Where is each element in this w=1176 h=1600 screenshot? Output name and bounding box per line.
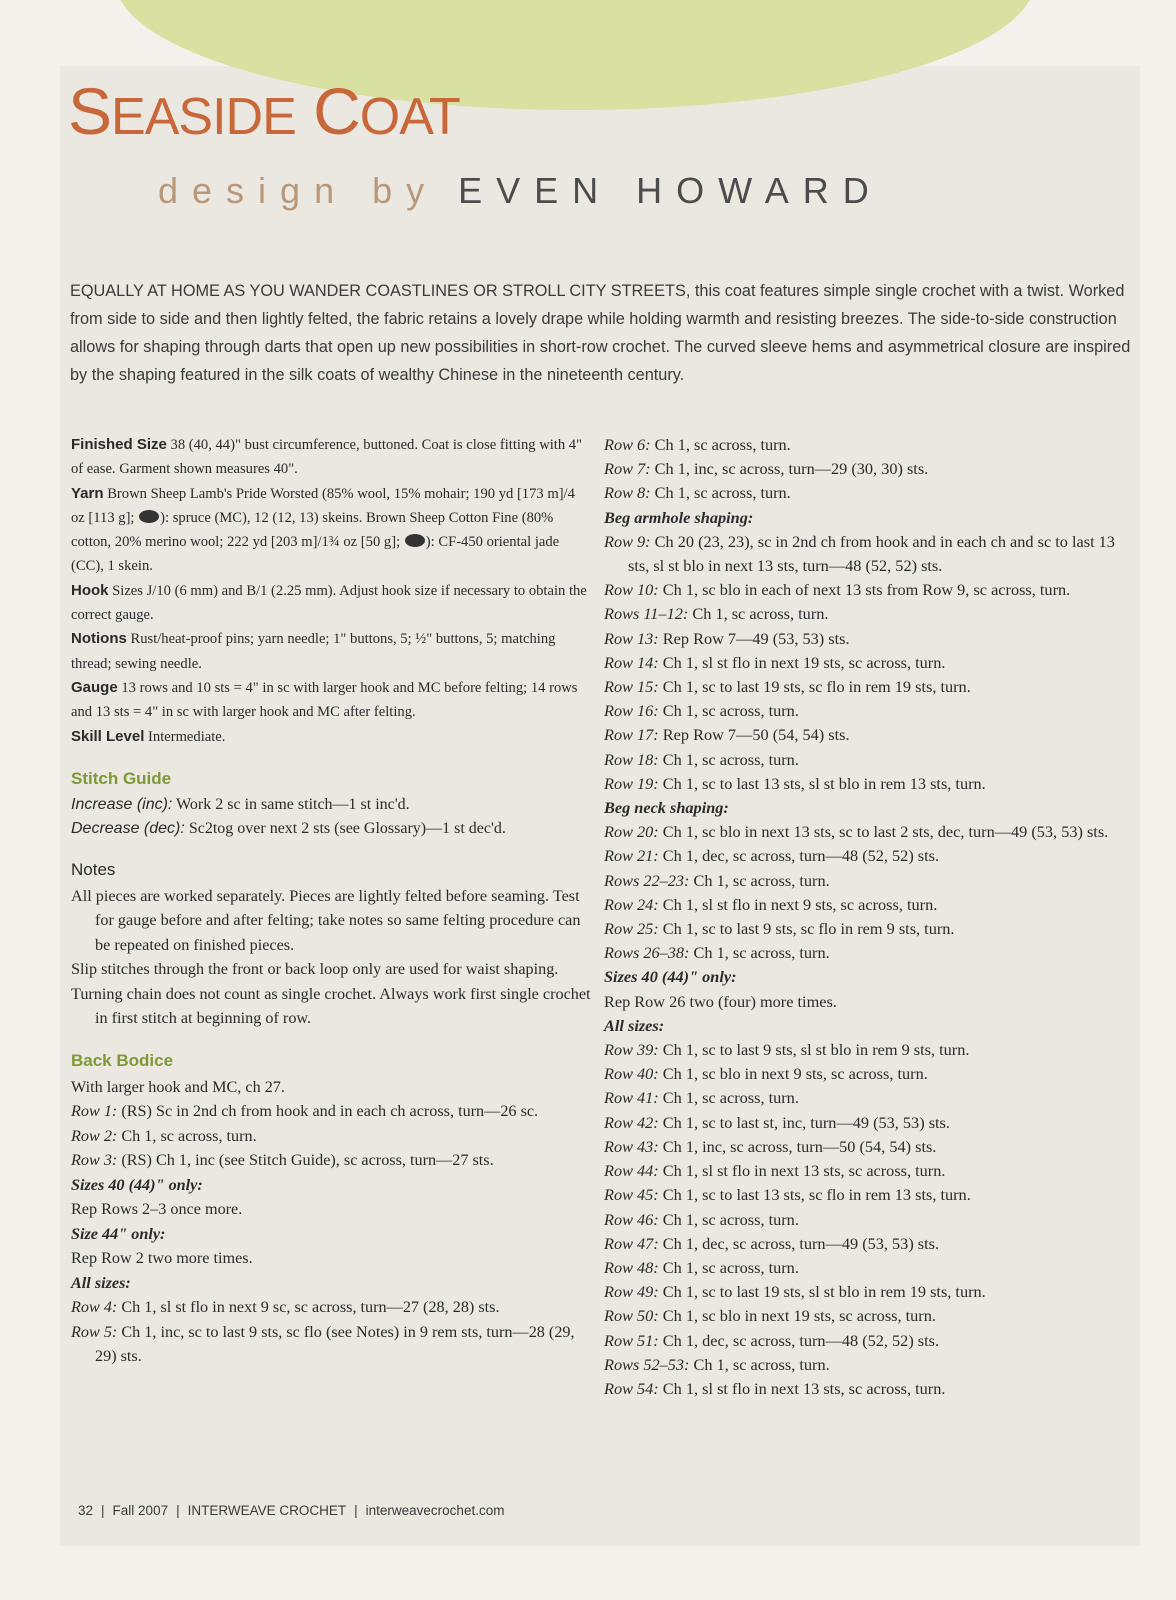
instruction-text: Ch 1, sc across, turn. <box>658 1257 799 1277</box>
instruction-text: Ch 1, sc to last 13 sts, sl st blo in rem 13 sts, turn. <box>658 773 986 793</box>
instruction-label: Row 44: <box>604 1161 659 1181</box>
instruction-text: Ch 1, inc, sc across, turn—29 (30, 30) sts. <box>650 459 929 479</box>
instruction-text: Ch 1, sc across, turn. <box>658 1209 799 1229</box>
instruction-line <box>604 1232 1138 1256</box>
instruction-text: Ch 1, sc across, turn. <box>689 1354 830 1374</box>
instruction-label: Row 1: <box>71 1102 118 1121</box>
instruction-text: Ch 1, sc blo in next 9 sts, sc across, turn. <box>658 1064 928 1084</box>
instruction-text: Ch 1, sc across, turn. <box>658 1088 799 1108</box>
instruction-line <box>604 457 1138 481</box>
instruction-text: Ch 1, inc, sc across, turn—50 (54, 54) sts. <box>658 1136 937 1156</box>
back-bodice-heading: Back Bodice <box>71 1050 174 1070</box>
instruction-label: Row 47: <box>604 1233 659 1253</box>
instruction-label: Row 51: <box>604 1330 659 1350</box>
instruction-text: Ch 1, sc to last 13 sts, sc flo in rem 13 sts, turn. <box>658 1185 971 1205</box>
instruction-text: Ch 1, dec, sc across, turn—48 (52, 52) sts. <box>658 846 940 866</box>
instruction-line <box>604 1353 1138 1377</box>
instruction-label: Row 48: <box>604 1257 659 1277</box>
byline-prefix: design by <box>158 170 439 211</box>
instruction-text: Ch 1, sl st flo in next 13 sts, sc across, turn. <box>658 1378 946 1398</box>
instruction-text: Ch 1, sl st flo in next 9 sc, sc across, turn—27 (28, 28) sts. <box>117 1298 500 1317</box>
instruction-line <box>604 990 1138 1014</box>
note-item: All pieces are worked separately. Pieces are lightly felted before seaming. Test for gauge before and after felting; take notes so same felting procedure can be repeated on finished pieces. <box>71 886 581 954</box>
byline <box>158 170 883 212</box>
spec-skill-level: Skill Level Intermediate. <box>71 727 226 745</box>
notes-heading: Notes <box>71 859 116 879</box>
instruction-label: Row 24: <box>604 894 659 914</box>
page-title: SEASIDE COAT <box>68 74 460 148</box>
instruction-line <box>604 844 1138 868</box>
instruction-label: Sizes 40 (44)" only: <box>71 1175 203 1194</box>
instruction-label: Row 2: <box>71 1126 118 1145</box>
instruction-label: Row 41: <box>604 1088 659 1108</box>
page-number: 32 <box>78 1503 94 1518</box>
instruction-line <box>604 917 1138 941</box>
instruction-label: Row 39: <box>604 1040 659 1060</box>
note-item: Turning chain does not count as single crochet. Always work first single crochet in first stitch at beginning of row. <box>71 984 591 1028</box>
instruction-label: Row 46: <box>604 1209 659 1229</box>
intro-paragraph: EQUALLY AT HOME AS YOU WANDER COASTLINES OR STROLL CITY STREETS, this coat features simple single crochet with a twist. Worked from side to side and then lightly felted, the fabric retains a lovely drape while holding warmth and resisting breezes. The side-to-side construction allows for shaping through darts that open up new possibilities in short-row crochet. The curved sleeve hems and asymmetrical closure are inspired by the shaping featured in the silk coats of wealthy Chinese in the nineteenth century. <box>70 282 1131 384</box>
instruction-text: Ch 1, sl st flo in next 13 sts, sc across, turn. <box>658 1161 946 1181</box>
instruction-line <box>604 627 1138 651</box>
instruction-text: Ch 1, sc to last 19 sts, sc flo in rem 19 sts, turn. <box>658 677 971 697</box>
note-item: Slip stitches through the front or back loop only are used for waist shaping. <box>71 960 559 979</box>
instruction-line <box>604 772 1138 796</box>
instruction-label: Row 50: <box>604 1306 659 1326</box>
instruction-subheading <box>71 1271 591 1296</box>
left-column <box>71 433 591 1369</box>
designer-name: EVEN HOWARD <box>458 170 883 211</box>
instruction-line <box>604 748 1138 772</box>
instruction-line <box>604 578 1138 602</box>
instruction-subheading <box>604 1014 1138 1038</box>
instruction-label: All sizes: <box>71 1273 131 1292</box>
instruction-text: With larger hook and MC, ch 27. <box>71 1077 285 1096</box>
instruction-label: Row 19: <box>604 773 659 793</box>
instruction-text: Ch 20 (23, 23), sc in 2nd ch from hook and in each ch and sc to last 13 sts, sl st blo in next 13 sts, turn—48 (52, 52) sts. <box>628 531 1115 576</box>
instruction-line <box>604 1111 1138 1135</box>
instruction-text: Ch 1, sc across, turn. <box>650 435 791 454</box>
instruction-label: Row 43: <box>604 1136 659 1156</box>
back-bodice-instructions <box>71 1075 591 1369</box>
instruction-text: Ch 1, dec, sc across, turn—48 (52, 52) sts. <box>658 1330 940 1350</box>
instruction-line <box>604 1135 1138 1159</box>
instruction-line <box>604 1183 1138 1207</box>
instruction-line <box>71 1295 591 1320</box>
stitch-guide <box>71 793 591 842</box>
instruction-label: Sizes 40 (44)" only: <box>604 967 737 987</box>
instruction-subheading <box>604 965 1138 989</box>
instruction-line <box>604 893 1138 917</box>
spec-gauge: Gauge 13 rows and 10 sts = 4" in sc with larger hook and MC before felting; 14 rows and 13 sts = 4" in sc with larger hook and MC after felting. <box>71 678 578 721</box>
instruction-label: Row 49: <box>604 1282 659 1302</box>
instruction-text: Rep Row 7—50 (54, 54) sts. <box>658 725 850 745</box>
instruction-label: Row 9: <box>604 531 651 551</box>
instruction-subheading <box>604 506 1138 530</box>
instruction-label: Row 42: <box>604 1112 659 1132</box>
instruction-text: Ch 1, sc across, turn. <box>688 604 829 624</box>
stitch-guide-increase: Increase (inc): Work 2 sc in same stitch—1 st inc'd. <box>71 795 410 813</box>
instruction-label: Row 4: <box>71 1298 118 1317</box>
instruction-text: Ch 1, sl st flo in next 19 sts, sc across, turn. <box>658 652 946 672</box>
row-instructions <box>604 433 1138 1401</box>
instruction-label: Row 14: <box>604 652 659 672</box>
pattern-specs <box>71 433 591 749</box>
instruction-text: Ch 1, sc across, turn. <box>689 943 830 963</box>
instruction-label: Row 18: <box>604 749 659 769</box>
magazine-name: INTERWEAVE CROCHET <box>187 1503 347 1518</box>
instruction-text: Rep Row 26 two (four) more times. <box>604 991 837 1011</box>
page-footer: 32 | Fall 2007 | INTERWEAVE CROCHET | interweavecrochet.com <box>78 1503 505 1518</box>
instruction-text: Ch 1, sc across, turn. <box>689 870 830 890</box>
instruction-text: Ch 1, sc to last 9 sts, sc flo in rem 9 sts, turn. <box>658 919 955 939</box>
instruction-text: Ch 1, sc to last 19 sts, sl st blo in rem 19 sts, turn. <box>658 1282 986 1302</box>
instruction-line <box>604 699 1138 723</box>
instruction-line <box>604 1086 1138 1110</box>
instruction-label: Beg neck shaping: <box>604 798 729 818</box>
instruction-text: Ch 1, sc to last st, inc, turn—49 (53, 53) sts. <box>658 1112 950 1132</box>
instruction-label: Rows 26–38: <box>604 943 690 963</box>
instruction-text: Ch 1, sc blo in next 19 sts, sc across, turn. <box>658 1306 936 1326</box>
stitch-guide-decrease: Decrease (dec): Sc2tog over next 2 sts (see Glossary)—1 st dec'd. <box>71 820 506 838</box>
instruction-line <box>604 869 1138 893</box>
instruction-label: Rows 22–23: <box>604 870 690 890</box>
instruction-line <box>604 433 1138 457</box>
instruction-subheading <box>604 796 1138 820</box>
instruction-label: All sizes: <box>604 1015 665 1035</box>
yarn-weight-icon <box>405 534 425 547</box>
instruction-line <box>71 1075 591 1100</box>
instruction-line <box>604 1304 1138 1328</box>
instruction-line <box>604 1256 1138 1280</box>
instruction-text: (RS) Ch 1, inc (see Stitch Guide), sc across, turn—27 sts. <box>117 1151 494 1170</box>
instruction-label: Row 25: <box>604 919 659 939</box>
instruction-line <box>604 602 1138 626</box>
instruction-line <box>604 481 1138 505</box>
instruction-label: Rows 52–53: <box>604 1354 690 1374</box>
instruction-text: Rep Row 7—49 (53, 53) sts. <box>658 628 850 648</box>
instruction-label: Row 16: <box>604 701 659 721</box>
instruction-label: Row 3: <box>71 1151 118 1170</box>
instruction-line <box>604 1329 1138 1353</box>
instruction-text: Ch 1, inc, sc to last 9 sts, sc flo (see Notes) in 9 rem sts, turn—28 (29, 29) sts. <box>95 1322 575 1366</box>
instruction-text: Ch 1, sc across, turn. <box>658 701 799 721</box>
instruction-label: Row 13: <box>604 628 659 648</box>
instruction-line <box>71 1148 591 1173</box>
instruction-line <box>604 1208 1138 1232</box>
instruction-line <box>604 1377 1138 1401</box>
instruction-text: Rep Rows 2–3 once more. <box>71 1200 243 1219</box>
instruction-line <box>71 1099 591 1124</box>
instruction-subheading <box>71 1173 591 1198</box>
instruction-line <box>604 1038 1138 1062</box>
spec-finished-size: Finished Size 38 (40, 44)" bust circumference, buttoned. Coat is close fitting with 4" of ease. Garment shown measures 40". <box>71 436 583 478</box>
instruction-label: Row 15: <box>604 677 659 697</box>
instruction-line <box>604 723 1138 747</box>
instruction-label: Row 6: <box>604 435 651 454</box>
instruction-line <box>71 1246 591 1271</box>
yarn-weight-icon <box>139 510 159 523</box>
stitch-guide-heading: Stitch Guide <box>71 768 172 788</box>
instruction-line <box>604 530 1138 578</box>
issue-date: Fall 2007 <box>112 1503 169 1518</box>
instruction-label: Beg armhole shaping: <box>604 507 754 527</box>
spec-notions: Notions Rust/heat-proof pins; yarn needle; 1" buttons, 5; ½" buttons, 5; matching thread; sewing needle. <box>71 630 556 672</box>
instruction-text: Ch 1, sc across, turn. <box>117 1126 257 1145</box>
instruction-label: Row 8: <box>604 483 651 503</box>
instruction-text: (RS) Sc in 2nd ch from hook and in each ch across, turn—26 sc. <box>117 1102 539 1121</box>
instruction-text: Rep Row 2 two more times. <box>71 1249 253 1268</box>
instruction-label: Row 5: <box>71 1322 118 1341</box>
notes-list <box>71 884 591 1031</box>
magazine-url[interactable]: interweavecrochet.com <box>365 1503 505 1518</box>
instruction-line <box>604 1062 1138 1086</box>
instruction-text: Ch 1, dec, sc across, turn—49 (53, 53) sts. <box>658 1233 940 1253</box>
instruction-label: Row 20: <box>604 822 659 842</box>
instruction-line <box>71 1320 591 1369</box>
instruction-line <box>604 941 1138 965</box>
instruction-text: Ch 1, sl st flo in next 9 sts, sc across, turn. <box>658 894 938 914</box>
instruction-label: Row 40: <box>604 1064 659 1084</box>
instruction-label: Row 45: <box>604 1185 659 1205</box>
instruction-label: Row 21: <box>604 846 659 866</box>
instruction-text: Ch 1, sc blo in next 13 sts, sc to last 2 sts, dec, turn—49 (53, 53) sts. <box>658 822 1109 842</box>
spec-hook: Hook Sizes J/10 (6 mm) and B/1 (2.25 mm). Adjust hook size if necessary to obtain the correct gauge. <box>71 581 587 624</box>
instruction-text: Ch 1, sc blo in each of next 13 sts from Row 9, sc across, turn. <box>658 580 1071 600</box>
instruction-subheading <box>71 1222 591 1247</box>
instruction-label: Rows 11–12: <box>604 604 689 624</box>
instruction-line <box>604 820 1138 844</box>
instruction-line <box>604 1280 1138 1304</box>
instruction-line <box>604 675 1138 699</box>
instruction-label: Row 7: <box>604 459 651 479</box>
instruction-text: Ch 1, sc to last 9 sts, sl st blo in rem 9 sts, turn. <box>658 1040 970 1060</box>
instruction-text: Ch 1, sc across, turn. <box>650 483 791 503</box>
instruction-line <box>71 1124 591 1149</box>
instruction-line <box>71 1197 591 1222</box>
instruction-line <box>604 651 1138 675</box>
instruction-text: Ch 1, sc across, turn. <box>658 749 799 769</box>
instruction-label: Size 44" only: <box>71 1224 166 1243</box>
instruction-line <box>604 1159 1138 1183</box>
spec-yarn: Yarn Brown Sheep Lamb's Pride Worsted (85% wool, 15% mohair; 190 yd [173 m]/4 oz [113 g]; ): spruce (MC), 12 (12, 13) skeins. Brown Sheep Cotton Fine (80% cotton, 20% merino wool; 222 yd [203 m]/1¾ oz [50 g]; ): CF-450 oriental jade (CC), 1 skein. <box>71 484 575 575</box>
instruction-label: Row 17: <box>604 725 659 745</box>
right-column <box>604 433 1138 1401</box>
instruction-label: Row 54: <box>604 1378 659 1398</box>
instruction-label: Row 10: <box>604 580 659 600</box>
